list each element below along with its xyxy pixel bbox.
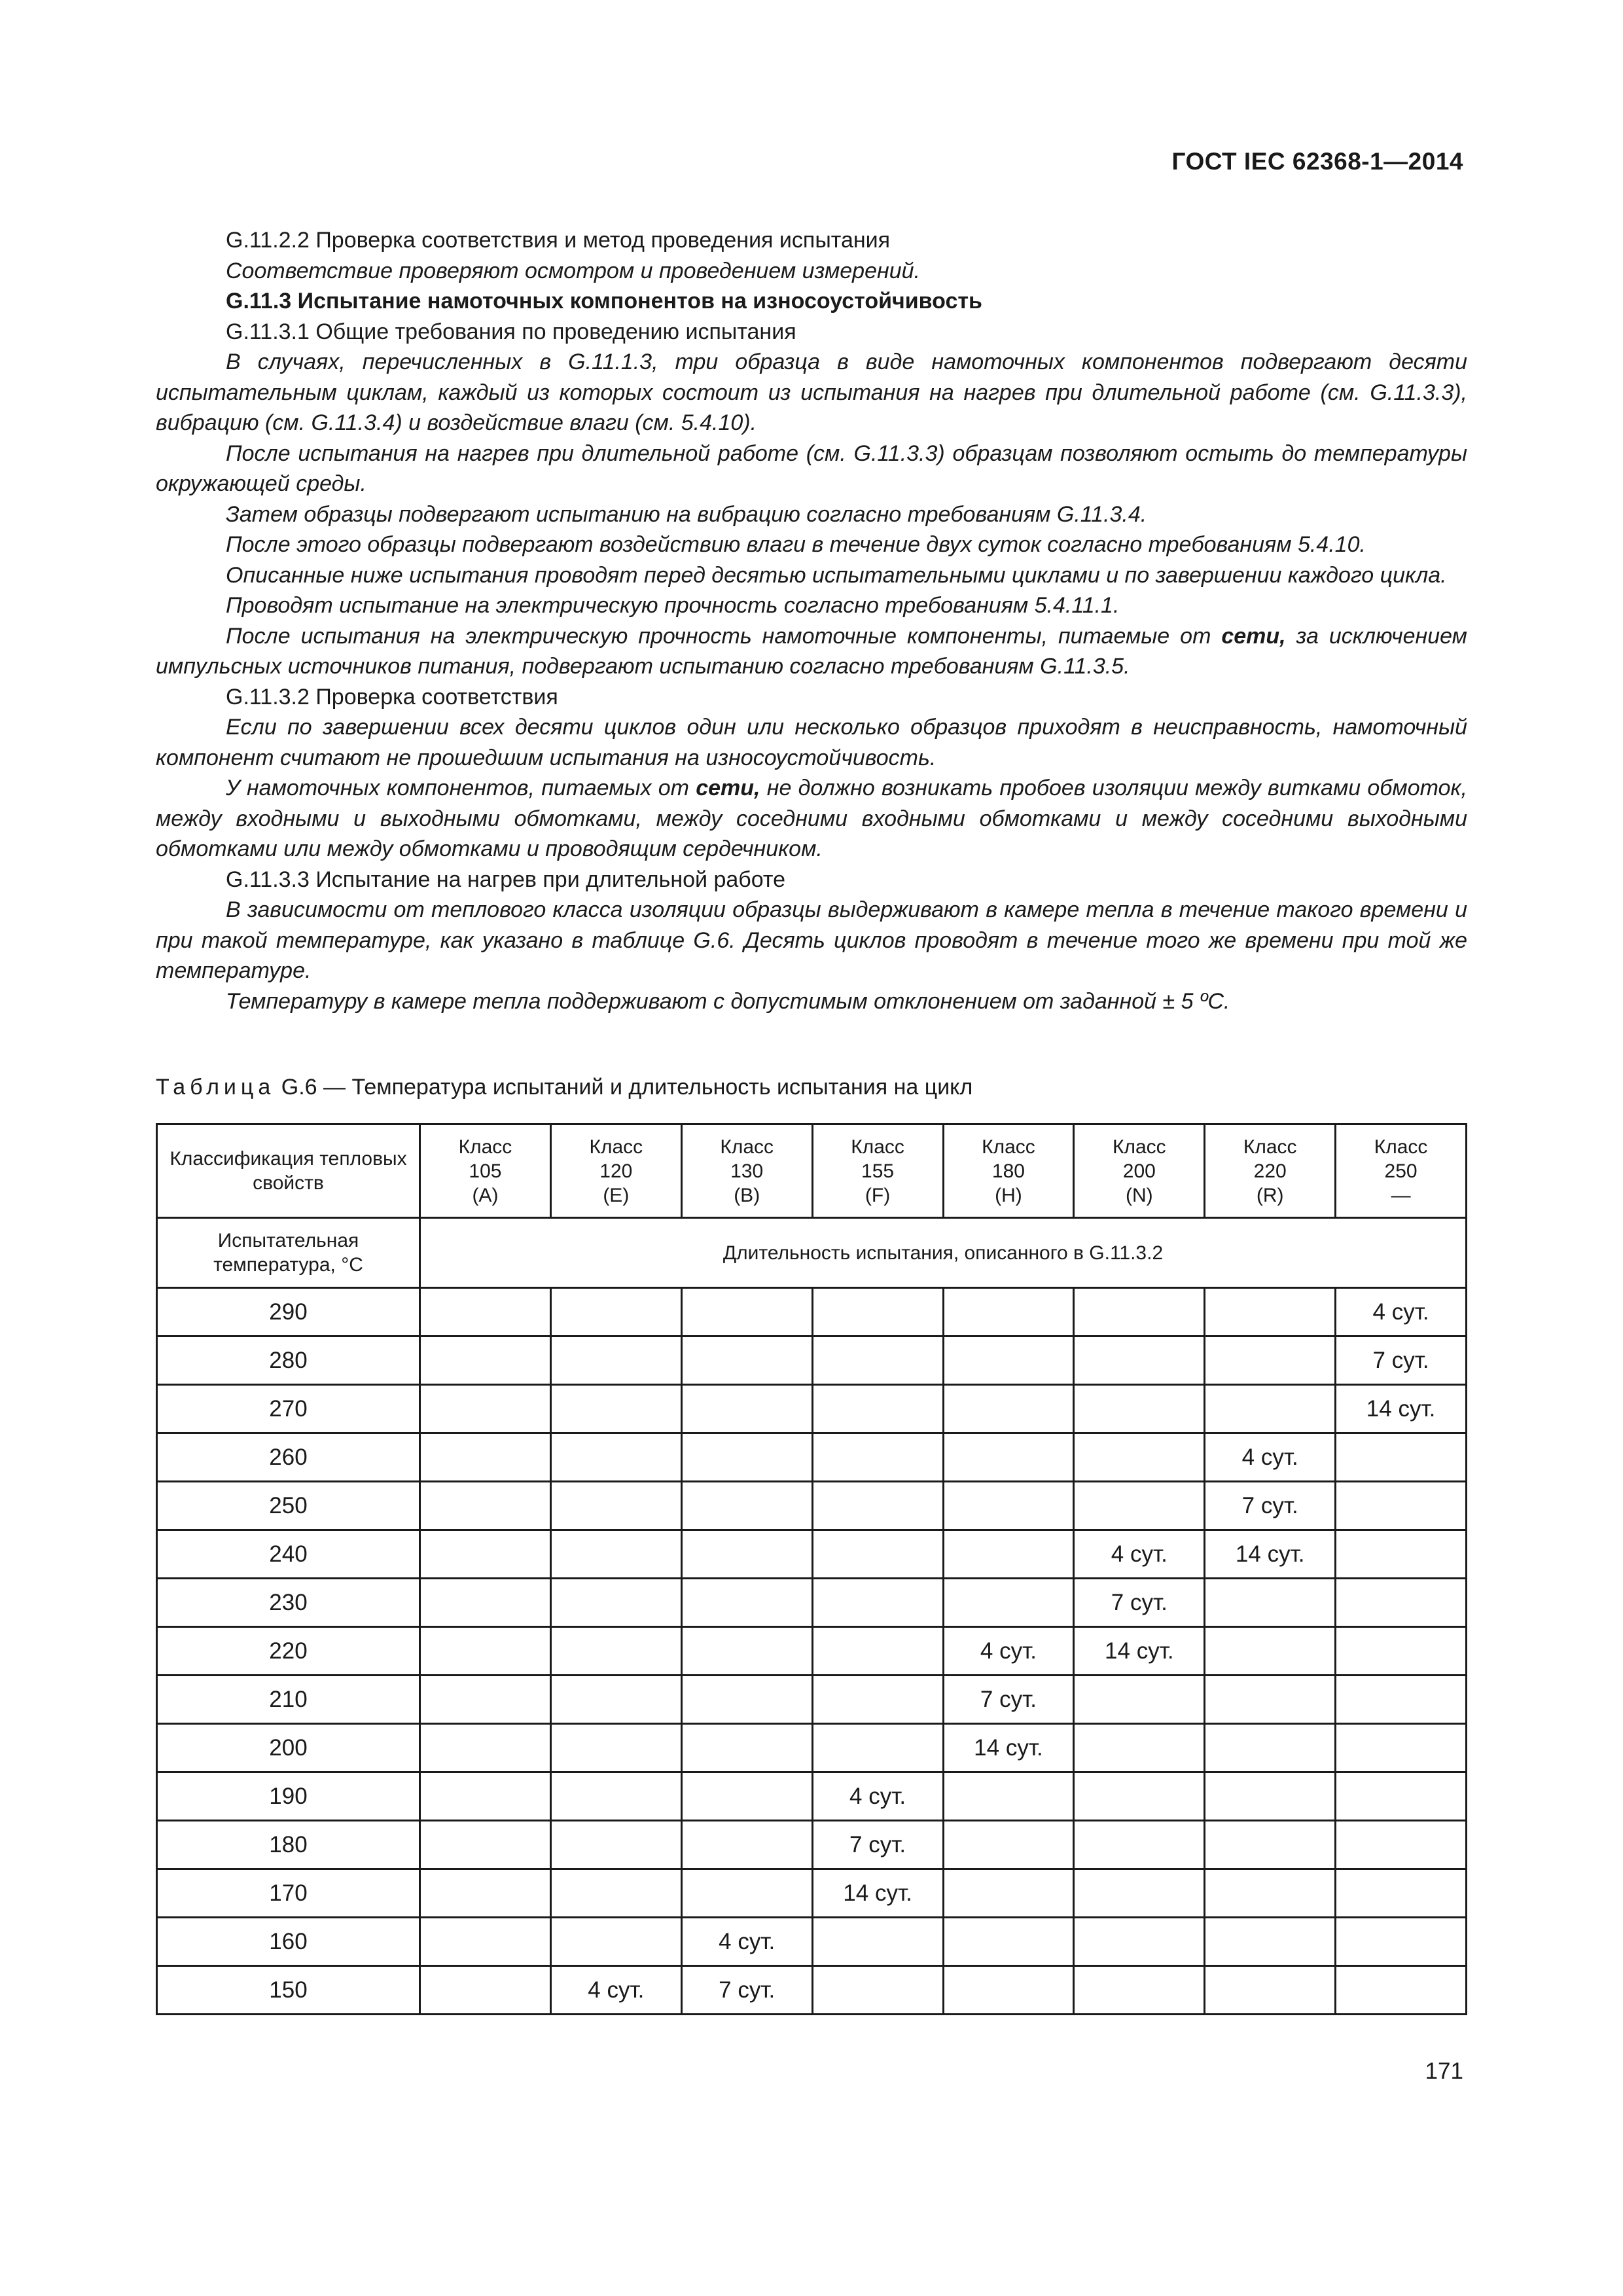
table-row	[157, 1627, 1467, 1676]
temperature-cell: 280	[157, 1336, 420, 1385]
duration-cell	[550, 1482, 681, 1530]
header-cell-classification: Классификация тепловых свойств	[157, 1124, 420, 1218]
term-mains: сети,	[1221, 623, 1286, 649]
duration-cell	[812, 1530, 943, 1579]
class-code: (B)	[734, 1184, 760, 1206]
duration-cell	[420, 1869, 551, 1918]
duration-cell	[681, 1676, 812, 1724]
paragraph: Затем образцы подвергают испытанию на вибрацию согласно требованиям G.11.3.4.	[226, 501, 1147, 527]
duration-cell	[1336, 1772, 1467, 1821]
duration-cell	[1336, 1869, 1467, 1918]
duration-cell	[1074, 1772, 1205, 1821]
temperature-cell: 200	[157, 1724, 420, 1772]
paragraph-text: У намоточных компонентов, питаемых от	[226, 776, 696, 800]
class-label: Класс	[720, 1136, 774, 1158]
temperature-cell: 250	[157, 1482, 420, 1530]
duration-cell	[1074, 1288, 1205, 1336]
duration-cell	[550, 1336, 681, 1385]
header-cell-class	[1074, 1124, 1205, 1218]
duration-cell	[420, 1918, 551, 1966]
table-row	[157, 1433, 1467, 1482]
duration-cell	[943, 1433, 1074, 1482]
class-label: Класс	[589, 1136, 643, 1158]
temperature-cell: 230	[157, 1579, 420, 1627]
duration-cell	[1205, 1627, 1336, 1676]
duration-cell	[420, 1288, 551, 1336]
duration-cell	[420, 1336, 551, 1385]
duration-cell	[812, 1433, 943, 1482]
duration-cell	[1336, 1579, 1467, 1627]
temperature-cell: 170	[157, 1869, 420, 1918]
table-row	[157, 1869, 1467, 1918]
duration-cell	[812, 1385, 943, 1433]
temperature-cell: 240	[157, 1530, 420, 1579]
paragraph: Описанные ниже испытания проводят перед десятью испытательными циклами и по завершении каждого цикла.	[226, 562, 1447, 588]
duration-cell	[812, 1579, 943, 1627]
class-code: (R)	[1256, 1184, 1284, 1206]
duration-cell: 4 сут.	[1074, 1530, 1205, 1579]
duration-cell	[420, 1530, 551, 1579]
header-cell-class	[943, 1124, 1074, 1218]
duration-cell	[681, 1821, 812, 1869]
duration-cell	[943, 1579, 1074, 1627]
duration-cell	[420, 1676, 551, 1724]
duration-cell: 14 сут.	[1074, 1627, 1205, 1676]
duration-cell	[1205, 1288, 1336, 1336]
table-row	[157, 1772, 1467, 1821]
duration-cell	[1074, 1966, 1205, 2015]
table-row	[157, 1821, 1467, 1869]
class-label: Класс	[1243, 1136, 1297, 1158]
temperature-cell: 210	[157, 1676, 420, 1724]
duration-cell	[550, 1918, 681, 1966]
duration-cell	[1205, 1869, 1336, 1918]
duration-cell	[943, 1482, 1074, 1530]
class-code: (H)	[995, 1184, 1022, 1206]
duration-cell	[681, 1385, 812, 1433]
duration-cell	[1074, 1869, 1205, 1918]
duration-cell	[1074, 1724, 1205, 1772]
clause-g11-3-3: G.11.3.3 Испытание на нагрев при длительной работе	[226, 867, 786, 892]
class-num: 130	[730, 1160, 764, 1182]
duration-cell	[1205, 1336, 1336, 1385]
duration-cell	[1205, 1821, 1336, 1869]
duration-cell: 7 сут.	[1205, 1482, 1336, 1530]
temperature-cell: 190	[157, 1772, 420, 1821]
header-cell-class	[1336, 1124, 1467, 1218]
duration-cell	[550, 1433, 681, 1482]
table-caption-text: G.6 — Температура испытаний и длительность испытания на цикл	[275, 1075, 973, 1100]
duration-cell	[943, 1966, 1074, 2015]
duration-cell	[1336, 1433, 1467, 1482]
duration-cell	[1074, 1433, 1205, 1482]
class-num: 200	[1122, 1160, 1156, 1182]
paragraph: Если по завершении всех десяти циклов один или несколько образцов приходят в неисправность, намоточный компонент считают не прошедшим испытания на износоустойчивость.	[156, 715, 1467, 770]
header-cell-class	[1205, 1124, 1336, 1218]
temperature-cell: 160	[157, 1918, 420, 1966]
duration-cell	[812, 1288, 943, 1336]
duration-cell: 4 сут.	[1336, 1288, 1467, 1336]
duration-cell	[550, 1676, 681, 1724]
duration-cell	[812, 1966, 943, 2015]
duration-cell	[420, 1627, 551, 1676]
duration-cell: 14 сут.	[1336, 1385, 1467, 1433]
clause-g11-3-2: G.11.3.2 Проверка соответствия	[226, 684, 558, 709]
duration-cell	[1336, 1676, 1467, 1724]
table-header-row	[157, 1124, 1467, 1218]
clause-g11-3-heading: G.11.3 Испытание намоточных компонентов на износоустойчивость	[226, 289, 982, 314]
paragraph-text: После испытания на электрическую прочность намоточные компоненты, питаемые от	[226, 623, 1222, 649]
duration-cell: 4 сут.	[681, 1918, 812, 1966]
duration-cell	[550, 1627, 681, 1676]
duration-cell	[1074, 1336, 1205, 1385]
paragraph: Проводят испытание на электрическую прочность согласно требованиям 5.4.11.1.	[226, 593, 1120, 618]
page-number: 171	[1425, 2058, 1463, 2084]
duration-cell	[1205, 1966, 1336, 2015]
duration-cell	[812, 1482, 943, 1530]
duration-cell	[1074, 1676, 1205, 1724]
duration-cell	[681, 1530, 812, 1579]
duration-cell	[550, 1579, 681, 1627]
term-mains: сети,	[696, 776, 760, 800]
temperature-cell: 270	[157, 1385, 420, 1433]
duration-cell: 7 сут.	[1074, 1579, 1205, 1627]
document-id: ГОСТ IEC 62368-1—2014	[1171, 148, 1463, 175]
duration-cell	[550, 1821, 681, 1869]
header-cell-class	[420, 1124, 551, 1218]
duration-cell	[943, 1385, 1074, 1433]
duration-cell	[812, 1627, 943, 1676]
duration-cell	[420, 1821, 551, 1869]
duration-cell	[420, 1433, 551, 1482]
class-code: —	[1391, 1184, 1411, 1206]
class-num: 250	[1384, 1160, 1418, 1182]
duration-cell	[943, 1918, 1074, 1966]
duration-cell	[1205, 1579, 1336, 1627]
duration-cell	[550, 1288, 681, 1336]
duration-cell	[681, 1772, 812, 1821]
duration-cell: 4 сут.	[1205, 1433, 1336, 1482]
paragraph: В случаях, перечисленных в G.11.1.3, три образца в виде намоточных компонентов подвергают десяти испытательным циклам, каждый из которых состоит из испытания на нагрев при длительной работе (см. G.11.3.3), вибрацию (см. G.11.3.4) и воздействие влаги (см. 5.4.10).	[156, 350, 1467, 435]
duration-cell	[1074, 1918, 1205, 1966]
duration-cell	[420, 1772, 551, 1821]
table-row	[157, 1966, 1467, 2015]
duration-cell	[1336, 1918, 1467, 1966]
temperature-cell: 180	[157, 1821, 420, 1869]
paragraph	[156, 773, 1467, 865]
duration-cell	[943, 1336, 1074, 1385]
duration-cell: 14 сут.	[1205, 1530, 1336, 1579]
duration-cell	[1336, 1966, 1467, 2015]
duration-cell	[943, 1821, 1074, 1869]
duration-cell	[681, 1869, 812, 1918]
duration-cell	[812, 1676, 943, 1724]
duration-cell	[1336, 1482, 1467, 1530]
duration-cell	[1074, 1821, 1205, 1869]
duration-cell	[550, 1772, 681, 1821]
duration-cell	[1074, 1482, 1205, 1530]
duration-cell	[943, 1772, 1074, 1821]
temperature-cell: 290	[157, 1288, 420, 1336]
paragraph-text: за исключением импульсных источников питания, подвергают испытанию согласно требованиям G.11.3.5.	[156, 623, 1467, 679]
duration-cell	[812, 1724, 943, 1772]
duration-cell	[550, 1530, 681, 1579]
duration-cell	[420, 1482, 551, 1530]
table-row	[157, 1288, 1467, 1336]
class-num: 180	[991, 1160, 1025, 1182]
duration-cell: 7 сут.	[681, 1966, 812, 2015]
duration-cell	[681, 1627, 812, 1676]
duration-cell	[943, 1288, 1074, 1336]
paragraph: Соответствие проверяют осмотром и проведением измерений.	[226, 258, 920, 283]
duration-cell: 14 сут.	[812, 1869, 943, 1918]
class-num: 220	[1253, 1160, 1287, 1182]
duration-cell: 4 сут.	[812, 1772, 943, 1821]
duration-cell	[550, 1869, 681, 1918]
paragraph: После испытания на нагрев при длительной работе (см. G.11.3.3) образцам позволяют остыть до температуры окружающей среды.	[156, 440, 1467, 496]
table-caption	[156, 1072, 972, 1102]
header-cell-class	[812, 1124, 943, 1218]
duration-cell: 14 сут.	[943, 1724, 1074, 1772]
class-label: Класс	[458, 1136, 512, 1158]
duration-cell: 4 сут.	[943, 1627, 1074, 1676]
table-row	[157, 1482, 1467, 1530]
duration-cell	[681, 1579, 812, 1627]
table-row	[157, 1336, 1467, 1385]
duration-cell	[420, 1724, 551, 1772]
duration-cell: 4 сут.	[550, 1966, 681, 2015]
duration-cell	[943, 1869, 1074, 1918]
duration-cell	[812, 1918, 943, 1966]
table-row	[157, 1918, 1467, 1966]
duration-cell	[1205, 1676, 1336, 1724]
paragraph	[156, 621, 1467, 682]
duration-cell	[681, 1482, 812, 1530]
class-num: 120	[599, 1160, 633, 1182]
duration-cell	[1205, 1772, 1336, 1821]
duration-cell	[420, 1966, 551, 2015]
duration-cell	[943, 1530, 1074, 1579]
table-row	[157, 1530, 1467, 1579]
paragraph: В зависимости от теплового класса изоляции образцы выдерживают в камере тепла в течение такого времени и при такой температуре, как указано в таблице G.6. Десять циклов проводят в течение того же времени при той же температуре.	[156, 897, 1467, 983]
duration-cell	[1205, 1918, 1336, 1966]
temperature-duration-table	[156, 1123, 1467, 2015]
clause-g11-3-1: G.11.3.1 Общие требования по проведению испытания	[226, 319, 796, 344]
duration-cell: 7 сут.	[943, 1676, 1074, 1724]
class-label: Класс	[1112, 1136, 1166, 1158]
duration-cell	[1336, 1530, 1467, 1579]
paragraph: После этого образцы подвергают воздействию влаги в течение двух суток согласно требованиям 5.4.10.	[226, 532, 1366, 557]
temperature-cell: 220	[157, 1627, 420, 1676]
table-row	[157, 1724, 1467, 1772]
duration-cell	[420, 1579, 551, 1627]
class-code: (F)	[865, 1184, 891, 1206]
class-label: Класс	[1374, 1136, 1428, 1158]
table-header-row	[157, 1218, 1467, 1288]
class-code: (A)	[472, 1184, 499, 1206]
duration-cell	[550, 1385, 681, 1433]
duration-cell	[681, 1336, 812, 1385]
duration-cell: 7 сут.	[812, 1821, 943, 1869]
duration-cell: 7 сут.	[1336, 1336, 1467, 1385]
duration-cell	[1336, 1821, 1467, 1869]
temperature-cell: 260	[157, 1433, 420, 1482]
duration-cell	[1336, 1627, 1467, 1676]
duration-cell	[681, 1724, 812, 1772]
clause-g11-2-2: G.11.2.2 Проверка соответствия и метод проведения испытания	[226, 228, 891, 253]
class-label: Класс	[982, 1136, 1035, 1158]
class-code: (E)	[603, 1184, 630, 1206]
paragraph-text: не должно возникать пробоев изоляции между витками обмоток, между входными и выходными обмотками, между соседними входными обмотками и между соседними выходными обмотками или между обмотками и проводящим сердечником.	[156, 776, 1468, 861]
duration-cell	[681, 1288, 812, 1336]
header-cell-class	[550, 1124, 681, 1218]
duration-cell	[681, 1433, 812, 1482]
header-cell-temperature: Испытательная температура, °С	[157, 1218, 420, 1288]
table-body	[157, 1124, 1467, 2015]
duration-cell	[420, 1385, 551, 1433]
header-cell-duration: Длительность испытания, описанного в G.11.3.2	[420, 1218, 1467, 1288]
duration-cell	[1336, 1724, 1467, 1772]
table-caption-word: Таблица	[156, 1075, 276, 1100]
temperature-cell: 150	[157, 1966, 420, 2015]
table-row	[157, 1385, 1467, 1433]
class-num: 155	[861, 1160, 895, 1182]
duration-cell	[1205, 1385, 1336, 1433]
table-row	[157, 1579, 1467, 1627]
duration-cell	[1205, 1724, 1336, 1772]
duration-cell	[550, 1724, 681, 1772]
paragraph: Температуру в камере тепла поддерживают с допустимым отклонением от заданной ± 5 ºС.	[226, 988, 1230, 1014]
body-text	[156, 225, 1467, 1016]
class-code: (N)	[1125, 1184, 1153, 1206]
duration-cell	[1074, 1385, 1205, 1433]
class-num: 105	[469, 1160, 502, 1182]
header-cell-class	[681, 1124, 812, 1218]
duration-cell	[812, 1336, 943, 1385]
table-row	[157, 1676, 1467, 1724]
class-label: Класс	[851, 1136, 904, 1158]
